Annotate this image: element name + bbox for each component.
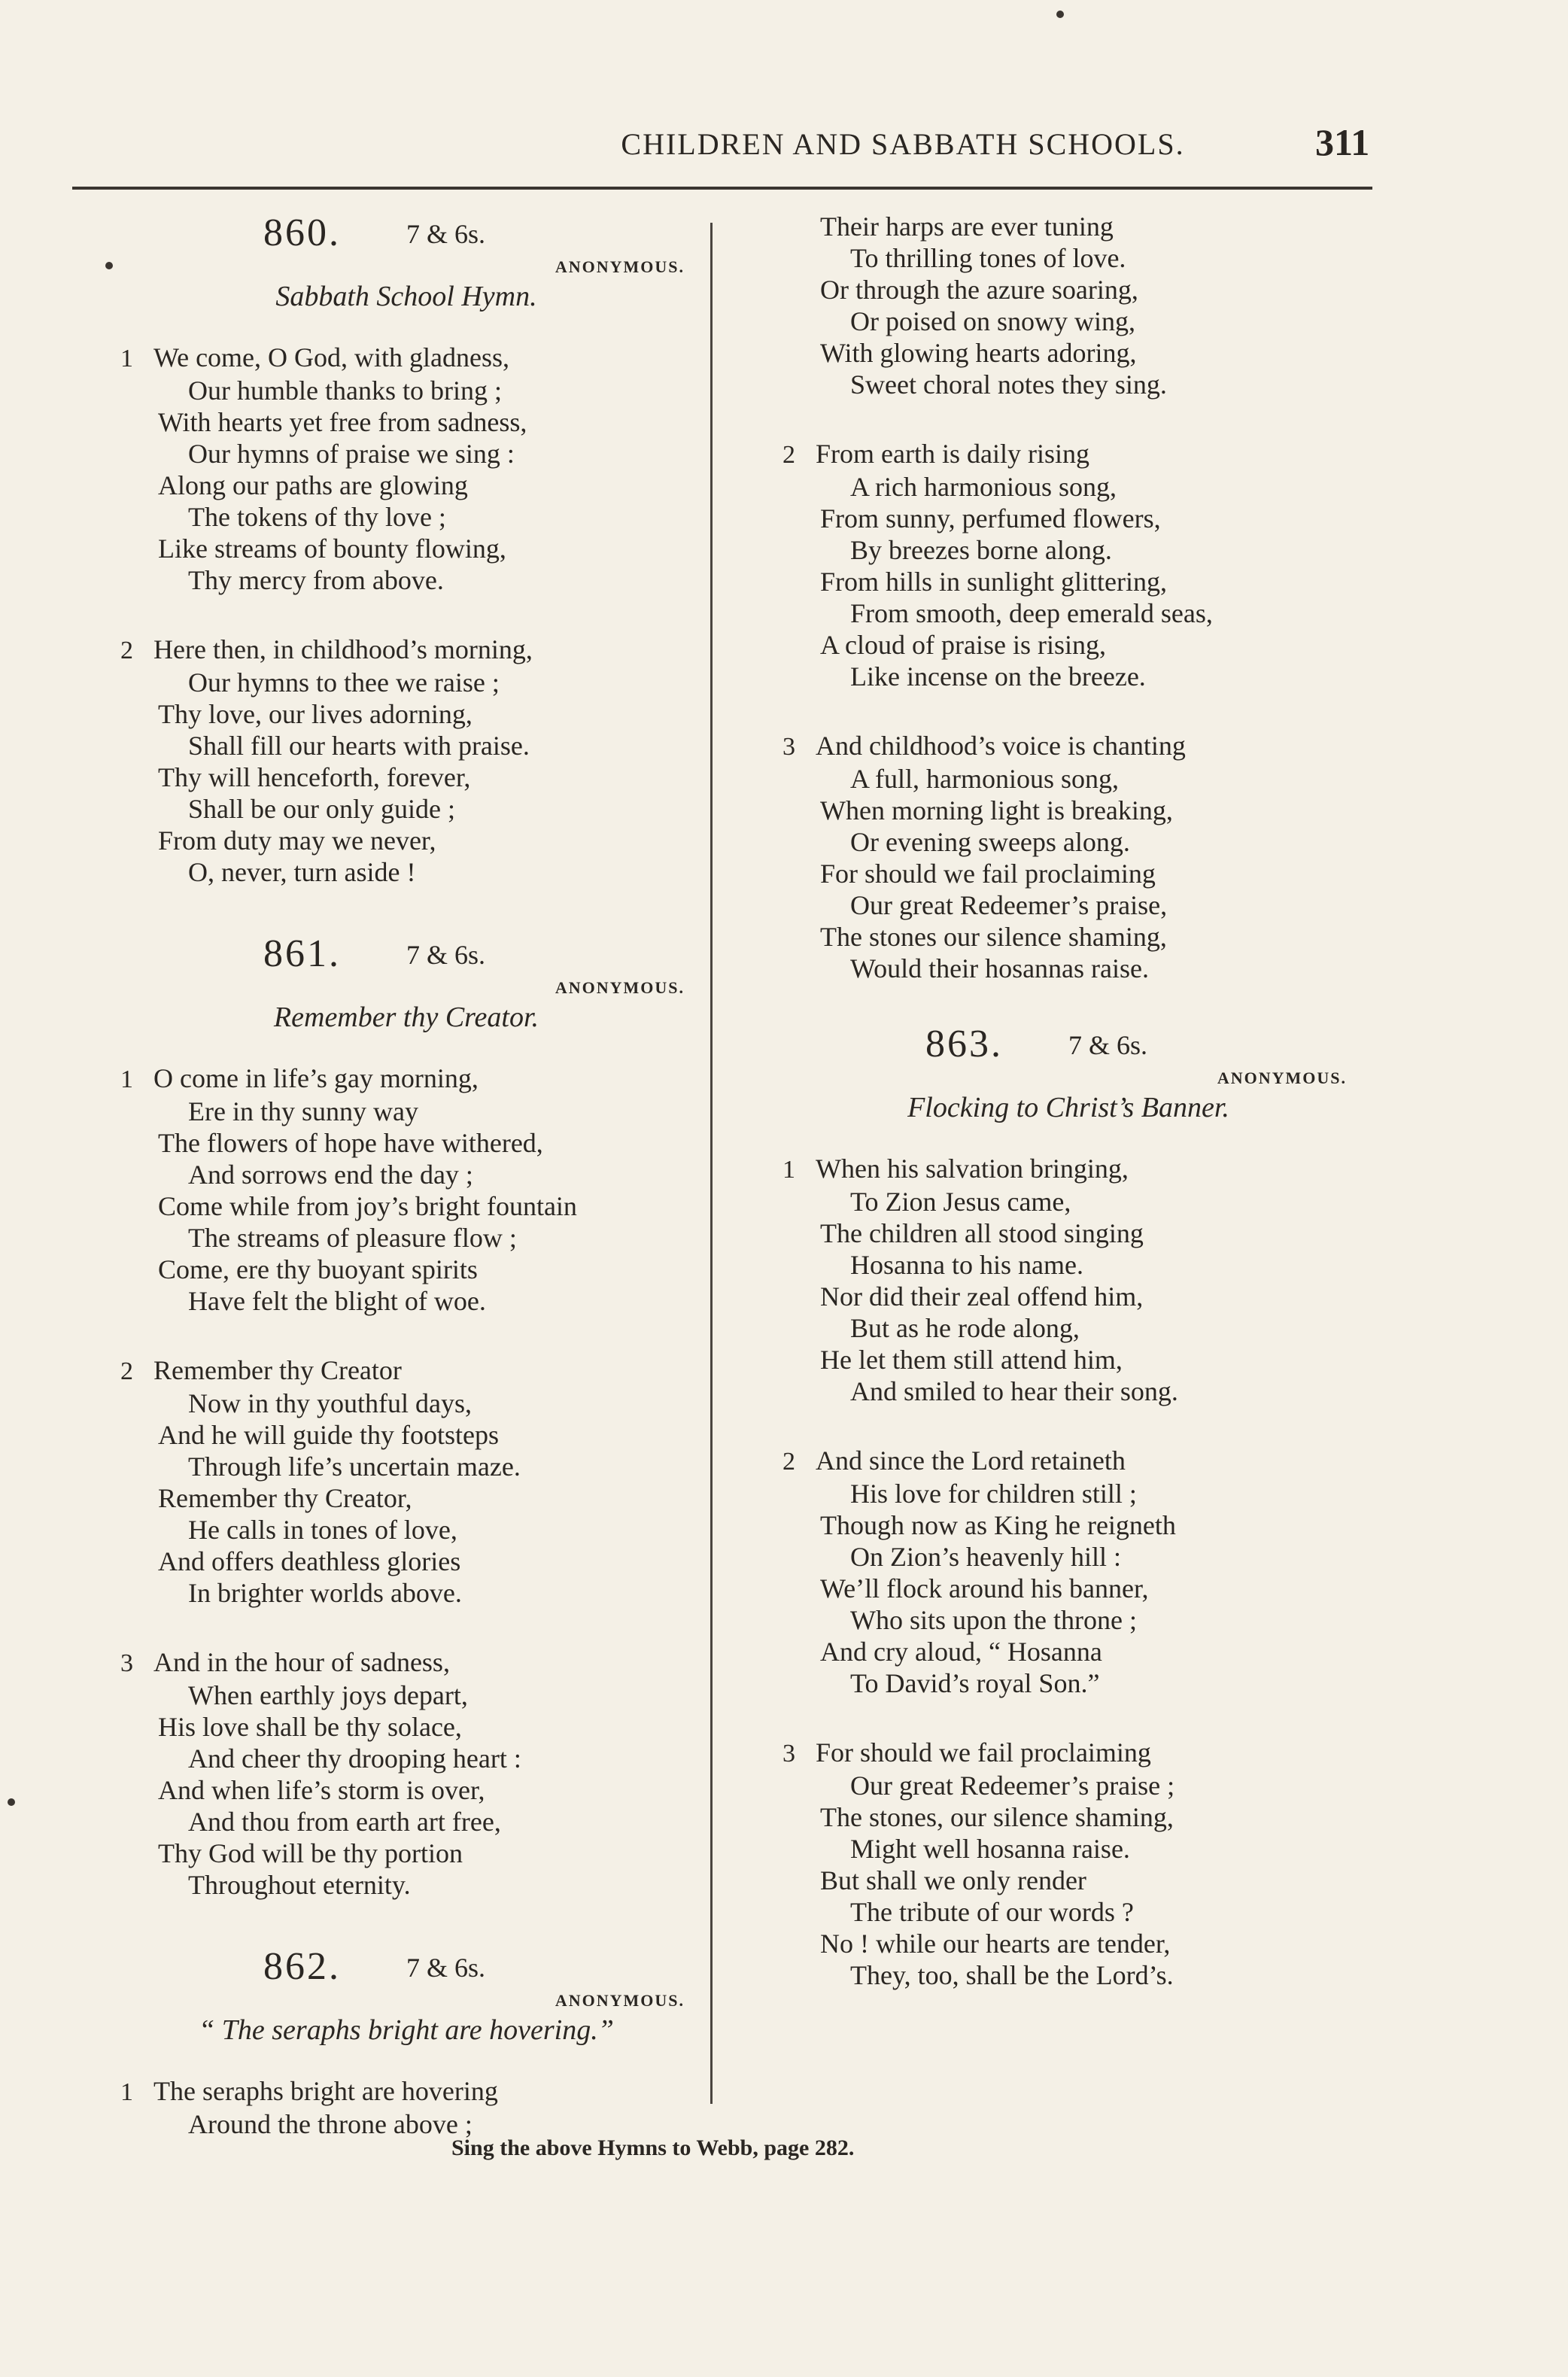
verse-text: From earth is daily rising: [816, 439, 1089, 469]
verse-text: From smooth, deep emerald seas,: [850, 598, 1213, 628]
verse-text: And since the Lord retaineth: [816, 1445, 1126, 1476]
verse-line: [782, 629, 1354, 661]
verse-line: [782, 438, 1354, 471]
stanza: [120, 342, 692, 596]
verse-text: But as he rode along,: [850, 1313, 1080, 1343]
verse-line: [120, 1096, 692, 1127]
verse-text: They, too, shall be the Lord’s.: [850, 1960, 1174, 1990]
hymn-heading: [782, 1022, 1354, 1067]
hymn-number: 860.: [263, 211, 341, 254]
verse-line: [120, 1514, 692, 1546]
verse-line: [120, 1451, 692, 1482]
verse-text: The children all stood singing: [820, 1218, 1144, 1248]
verse-text: With hearts yet free from sadness,: [158, 407, 527, 437]
verse-line: [120, 1774, 692, 1806]
verse-line: [782, 1153, 1354, 1186]
verse-line: [782, 1801, 1354, 1833]
verse-line: [120, 698, 692, 730]
hymn-heading: [120, 932, 692, 977]
verse-text: O come in life’s gay morning,: [153, 1063, 479, 1093]
stanza: [782, 438, 1354, 692]
verse-line: [120, 793, 692, 825]
verse-line: [782, 1541, 1354, 1573]
verse-text: We’ll flock around his banner,: [820, 1573, 1149, 1603]
verse-text: The tokens of thy love ;: [188, 502, 446, 532]
stanza-number: 2: [782, 1448, 795, 1476]
verse-text: Hosanna to his name.: [850, 1250, 1083, 1280]
verse-text: He calls in tones of love,: [188, 1515, 457, 1545]
verse-line: [120, 1159, 692, 1190]
verse-line: [782, 661, 1354, 692]
verse-text: His love for children still ;: [850, 1479, 1137, 1509]
hymn-meter: 7 & 6s.: [406, 219, 486, 249]
verse-text: Would their hosannas raise.: [850, 953, 1150, 983]
verse-text: The streams of pleasure flow ;: [188, 1223, 517, 1253]
verse-line: [782, 1959, 1354, 1991]
stanza: [120, 1646, 692, 1901]
verse-text: The seraphs bright are hovering: [153, 2076, 498, 2106]
verse-line: [782, 305, 1354, 337]
header-rule: [72, 187, 1372, 190]
running-header: CHILDREN AND SABBATH SCHOOLS.: [621, 127, 1185, 161]
verse-line: [782, 1445, 1354, 1478]
hymn-meter: 7 & 6s.: [1068, 1030, 1148, 1060]
hymn-author: ANONYMOUS.: [1217, 1068, 1347, 1087]
verse-line: [782, 1770, 1354, 1801]
verse-text: Thy will henceforth, forever,: [158, 762, 471, 792]
verse-text: A cloud of praise is rising,: [820, 630, 1106, 660]
verse-text: Our hymns to thee we raise ;: [188, 667, 500, 698]
verse-line: [782, 1281, 1354, 1312]
verse-line: [782, 471, 1354, 503]
verse-text: The flowers of hope have withered,: [158, 1128, 543, 1158]
verse-text: And cry aloud, “ Hosanna: [820, 1637, 1102, 1667]
stanza-number: 1: [120, 2078, 133, 2106]
continued-stanza: [782, 211, 1354, 400]
verse-line: [120, 634, 692, 667]
verse-text: Our hymns of praise we sing :: [188, 439, 515, 469]
verse-text: His love shall be thy solace,: [158, 1712, 462, 1742]
verse-line: [120, 1869, 692, 1901]
verse-line: [120, 1222, 692, 1254]
verse-text: To David’s royal Son.”: [850, 1668, 1100, 1698]
verse-text: The stones our silence shaming,: [820, 922, 1167, 952]
verse-line: [782, 211, 1354, 242]
verse-line: [782, 1737, 1354, 1770]
verse-text: Have felt the blight of woe.: [188, 1286, 486, 1316]
verse-text: Nor did their zeal offend him,: [820, 1281, 1144, 1312]
column-divider: [710, 223, 713, 2104]
verse-text: Through life’s uncertain maze.: [188, 1451, 521, 1482]
verse-line: [782, 1509, 1354, 1541]
verse-text: Or poised on snowy wing,: [850, 306, 1135, 336]
verse-text: Though now as King he reigneth: [820, 1510, 1176, 1540]
verse-line: [782, 1865, 1354, 1896]
verse-text: Come, ere thy buoyant spirits: [158, 1254, 478, 1284]
verse-text: A full, harmonious song,: [850, 764, 1119, 794]
verse-line: [120, 1679, 692, 1711]
verse-text: But shall we only render: [820, 1865, 1086, 1895]
hymn-title: Sabbath School Hymn.: [275, 281, 537, 312]
ink-spot: [8, 1798, 15, 1806]
verse-text: The stones, our silence shaming,: [820, 1802, 1174, 1832]
verse-line: [782, 503, 1354, 534]
stanza: [782, 1445, 1354, 1699]
stanza-number: 2: [782, 441, 795, 469]
verse-text: Along our paths are glowing: [158, 470, 468, 500]
verse-text: Thy love, our lives adorning,: [158, 699, 473, 729]
verse-line: [782, 1573, 1354, 1604]
verse-line: [782, 889, 1354, 921]
verse-text: On Zion’s heavenly hill :: [850, 1542, 1121, 1572]
verse-text: Around the throne above ;: [188, 2109, 473, 2139]
stanza: [120, 2075, 692, 2140]
verse-text: Might well hosanna raise.: [850, 1834, 1130, 1864]
verse-text: No ! while our hearts are tender,: [820, 1929, 1171, 1959]
stanza: [782, 1153, 1354, 1407]
verse-line: [120, 825, 692, 856]
verse-line: [782, 242, 1354, 274]
verse-text: And in the hour of sadness,: [153, 1647, 450, 1677]
verse-text: Remember thy Creator: [153, 1355, 402, 1385]
stanza: [120, 1354, 692, 1609]
verse-text: Come while from joy’s bright fountain: [158, 1191, 577, 1221]
verse-line: [782, 1833, 1354, 1865]
stanza: [120, 634, 692, 888]
stanza-number: 2: [120, 637, 133, 664]
verse-text: Thy mercy from above.: [188, 565, 444, 595]
verse-line: [782, 1896, 1354, 1928]
verse-line: [782, 858, 1354, 889]
hymn-heading: [120, 1944, 692, 1989]
verse-text: And he will guide thy footsteps: [158, 1420, 499, 1450]
verse-line: [120, 1127, 692, 1159]
hymn-number: 862.: [263, 1945, 341, 1988]
verse-text: Ere in thy sunny way: [188, 1096, 418, 1126]
stanza-number: 1: [120, 1065, 133, 1093]
verse-line: [120, 856, 692, 888]
verse-text: From duty may we never,: [158, 825, 436, 856]
hymn-author: ANONYMOUS.: [555, 978, 685, 997]
verse-text: When earthly joys depart,: [188, 1680, 468, 1710]
stanza-number: 2: [120, 1357, 133, 1385]
verse-line: [120, 501, 692, 533]
verse-text: The tribute of our words ?: [850, 1897, 1134, 1927]
verse-text: When morning light is breaking,: [820, 795, 1173, 825]
verse-line: [120, 1646, 692, 1679]
verse-line: [120, 375, 692, 406]
verse-line: [120, 1354, 692, 1388]
verse-text: And thou from earth art free,: [188, 1807, 501, 1837]
ink-spot: [1056, 11, 1064, 18]
stanza-number: 3: [782, 1740, 795, 1768]
verse-line: [782, 1636, 1354, 1667]
verse-line: [782, 730, 1354, 763]
hymn: [120, 211, 692, 888]
verse-line: [782, 1344, 1354, 1375]
verse-line: [120, 1285, 692, 1317]
verse-line: [120, 533, 692, 564]
verse-text: A rich harmonious song,: [850, 472, 1117, 502]
verse-text: Remember thy Creator,: [158, 1483, 412, 1513]
verse-text: Like streams of bounty flowing,: [158, 533, 506, 564]
verse-line: [120, 1190, 692, 1222]
verse-line: [782, 1249, 1354, 1281]
verse-line: [120, 1062, 692, 1096]
verse-line: [120, 470, 692, 501]
verse-line: [782, 1312, 1354, 1344]
stanza-number: 1: [120, 345, 133, 372]
verse-line: [782, 1186, 1354, 1217]
page-number: 311: [1315, 121, 1370, 163]
verse-line: [120, 438, 692, 470]
verse-text: To thrilling tones of love.: [850, 243, 1126, 273]
hymn-title: Flocking to Christ’s Banner.: [907, 1092, 1229, 1123]
left-column: [120, 211, 692, 2184]
right-column: [782, 211, 1354, 2035]
verse-line: [782, 597, 1354, 629]
verse-line: [782, 369, 1354, 400]
stanza-number: 3: [120, 1649, 133, 1677]
verse-line: [782, 1667, 1354, 1699]
stanza: [120, 1062, 692, 1317]
verse-text: For should we fail proclaiming: [820, 859, 1156, 889]
verse-line: [120, 1388, 692, 1419]
verse-text: He let them still attend him,: [820, 1345, 1123, 1375]
ink-spot: [105, 262, 113, 269]
hymn-author: ANONYMOUS.: [555, 257, 685, 276]
verse-text: Who sits upon the throne ;: [850, 1605, 1137, 1635]
verse-text: And sorrows end the day ;: [188, 1160, 473, 1190]
verse-line: [782, 337, 1354, 369]
verse-line: [782, 1604, 1354, 1636]
verse-line: [120, 406, 692, 438]
verse-text: For should we fail proclaiming: [816, 1737, 1151, 1768]
verse-line: [782, 1928, 1354, 1959]
verse-line: [120, 761, 692, 793]
verse-text: Throughout eternity.: [188, 1870, 411, 1900]
verse-text: To Zion Jesus came,: [850, 1187, 1071, 1217]
hymn-title: Remember thy Creator.: [273, 1002, 539, 1033]
verse-text: Like incense on the breeze.: [850, 661, 1146, 692]
hymn: [782, 1022, 1354, 1991]
verse-text: Sweet choral notes they sing.: [850, 369, 1167, 400]
hymn-meter: 7 & 6s.: [406, 1953, 486, 1983]
verse-line: [120, 2075, 692, 2108]
verse-text: And childhood’s voice is chanting: [816, 731, 1186, 761]
verse-text: Our humble thanks to bring ;: [188, 375, 502, 406]
verse-text: With glowing hearts adoring,: [820, 338, 1137, 368]
verse-line: [120, 1546, 692, 1577]
stanza: [782, 1737, 1354, 1991]
verse-line: [782, 1217, 1354, 1249]
hymn-number: 863.: [925, 1023, 1003, 1065]
hymn-title: “ The seraphs bright are hovering.”: [199, 2014, 614, 2046]
verse-text: O, never, turn aside !: [188, 857, 416, 887]
stanza: [782, 730, 1354, 984]
verse-line: [782, 274, 1354, 305]
hymn-number: 861.: [263, 932, 341, 975]
verse-text: Now in thy youthful days,: [188, 1388, 472, 1418]
verse-text: In brighter worlds above.: [188, 1578, 462, 1608]
verse-text: By breezes borne along.: [850, 535, 1112, 565]
verse-text: And cheer thy drooping heart :: [188, 1743, 521, 1774]
hymn-author: ANONYMOUS.: [555, 1991, 685, 2010]
verse-line: [782, 566, 1354, 597]
verse-line: [120, 1743, 692, 1774]
verse-text: Or evening sweeps along.: [850, 827, 1130, 857]
verse-line: [120, 564, 692, 596]
verse-line: [120, 1482, 692, 1514]
verse-line: [120, 1577, 692, 1609]
verse-text: Their harps are ever tuning: [820, 211, 1114, 242]
verse-text: Thy God will be thy portion: [158, 1838, 463, 1868]
verse-text: Here then, in childhood’s morning,: [153, 634, 533, 664]
hymn-meter: 7 & 6s.: [406, 940, 486, 970]
verse-line: [782, 795, 1354, 826]
hymn: [120, 1944, 692, 2140]
verse-line: [782, 921, 1354, 953]
verse-text: Our great Redeemer’s praise ;: [850, 1771, 1175, 1801]
verse-line: [120, 1806, 692, 1837]
stanza-number: 3: [782, 733, 795, 761]
hymn: [120, 932, 692, 1901]
verse-line: [782, 1375, 1354, 1407]
verse-text: Or through the azure soaring,: [820, 275, 1138, 305]
verse-line: [120, 342, 692, 375]
tune-note: Sing the above Hymns to Webb, page 282.: [451, 2135, 855, 2160]
verse-line: [120, 1419, 692, 1451]
verse-line: [782, 826, 1354, 858]
verse-text: And when life’s storm is over,: [158, 1775, 485, 1805]
verse-text: When his salvation bringing,: [816, 1154, 1129, 1184]
verse-text: We come, O God, with gladness,: [153, 342, 510, 372]
hymn-heading: [120, 211, 692, 256]
verse-line: [120, 1837, 692, 1869]
verse-line: [120, 1254, 692, 1285]
verse-line: [782, 953, 1354, 984]
verse-text: From sunny, perfumed flowers,: [820, 503, 1161, 533]
verse-line: [120, 1711, 692, 1743]
verse-text: Shall be our only guide ;: [188, 794, 455, 824]
verse-text: From hills in sunlight glittering,: [820, 567, 1168, 597]
verse-line: [782, 1478, 1354, 1509]
verse-line: [120, 667, 692, 698]
verse-line: [782, 534, 1354, 566]
verse-text: And offers deathless glories: [158, 1546, 461, 1576]
verse-text: Shall fill our hearts with praise.: [188, 731, 530, 761]
verse-text: Our great Redeemer’s praise,: [850, 890, 1168, 920]
stanza-number: 1: [782, 1156, 795, 1184]
verse-line: [120, 730, 692, 761]
verse-text: And smiled to hear their song.: [850, 1376, 1178, 1406]
verse-line: [782, 763, 1354, 795]
